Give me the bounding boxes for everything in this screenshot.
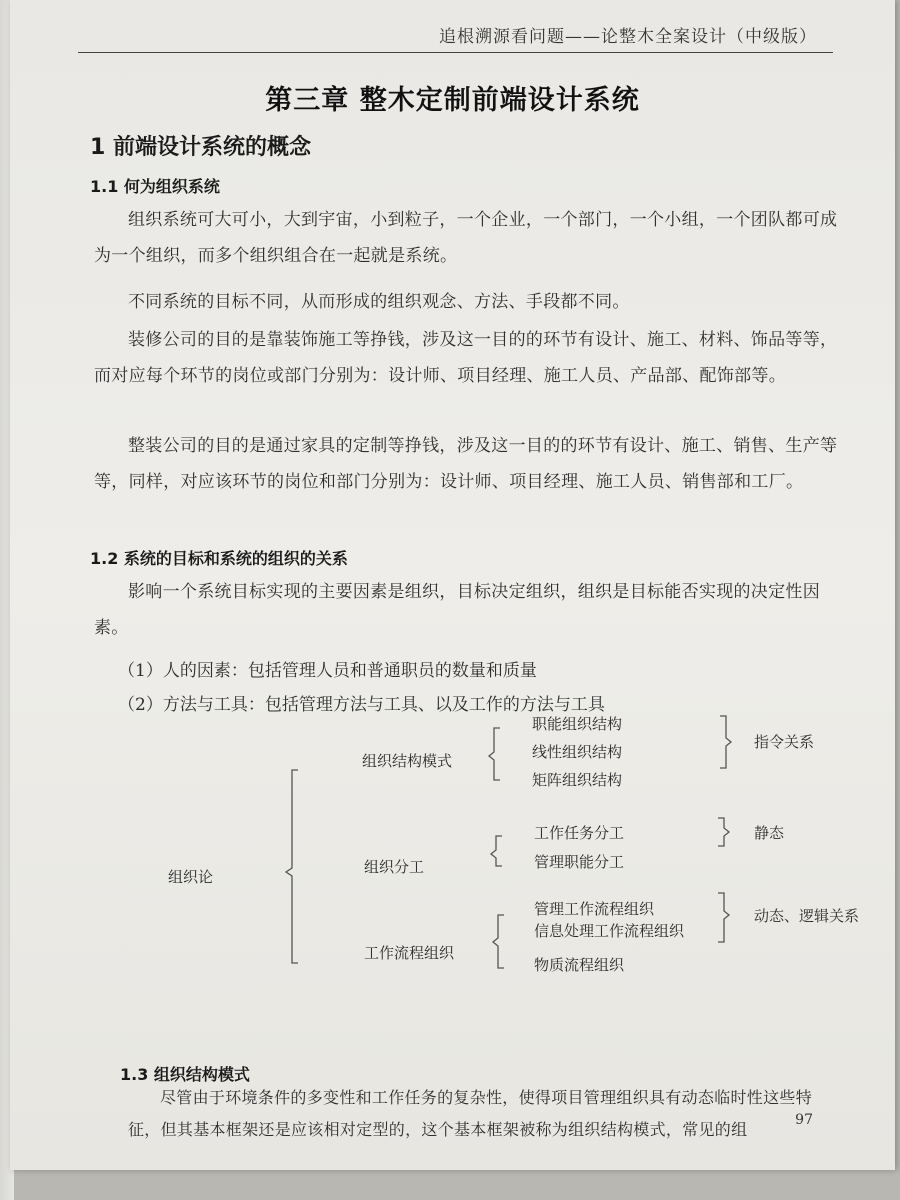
diagram-root: 组织论 <box>168 868 214 886</box>
diagram-relation: 动态、逻辑关系 <box>754 907 860 925</box>
group-3-brace <box>493 915 504 968</box>
diagram-leaf: 职能组织结构 <box>532 715 623 733</box>
diagram-leaf: 管理职能分工 <box>534 853 625 871</box>
root-brace <box>286 770 298 963</box>
running-header: 追根溯源看问题——论整木全案设计（中级版） <box>439 27 817 47</box>
section-1-2-heading: 1.2 系统的目标和系统的组织的关系 <box>90 549 348 568</box>
diagram-group-label: 工作流程组织 <box>364 944 455 962</box>
page-number: 97 <box>795 1112 813 1128</box>
diagram-leaf: 工作任务分工 <box>534 824 625 842</box>
paragraph-org-structure-mode: 尽管由于环境条件的多变性和工作任务的复杂性，使得项目管理组织具有动态临时性这些特征，但其基本框架还是应该相对定型的，这个基本框架被称为组织结构模式，常见的组 <box>128 1088 813 1139</box>
diagram-braces <box>10 0 895 1170</box>
paragraph-decoration-company: 装修公司的目的是靠装饰施工等挣钱，涉及这一目的的环节有设计、施工、材料、饰品等等，而对应每个环节的岗位或部门分别为：设计师、项目经理、施工人员、产品部、配饰部等。 <box>94 330 838 386</box>
diagram-leaf: 管理工作流程组织 <box>534 900 655 918</box>
book-page <box>10 0 895 1170</box>
group-3-relation-brace <box>718 893 729 942</box>
section-1-3-heading: 1.3 组织结构模式 <box>120 1065 250 1084</box>
section-1-1-heading: 1.1 何为组织系统 <box>90 177 220 196</box>
group-1-brace <box>489 728 500 780</box>
diagram-relation: 静态 <box>754 824 785 842</box>
paragraph-system-goal-relation: 影响一个系统目标实现的主要因素是组织，目标决定组织，组织是目标能否实现的决定性因素。 <box>94 582 820 638</box>
diagram-leaf: 物质流程组织 <box>534 956 625 974</box>
group-2-relation-brace <box>718 818 729 846</box>
paragraph-different-goals: 不同系统的目标不同，从而形成的组织观念、方法、手段都不同。 <box>128 292 630 312</box>
diagram-leaf: 矩阵组织结构 <box>532 771 623 789</box>
diagram-relation: 指令关系 <box>754 733 815 751</box>
list-item-human-factor: （1）人的因素：包括管理人员和普通职员的数量和质量 <box>118 661 537 681</box>
diagram-group-label: 组织分工 <box>364 858 425 876</box>
group-2-brace <box>491 836 502 866</box>
paragraph-full-decoration-company: 整装公司的目的是通过家具的定制等挣钱，涉及这一目的的环节有设计、施工、销售、生产等等，同样，对应该环节的岗位和部门分别为：设计师、项目经理、施工人员、销售部和工厂。 <box>94 436 838 492</box>
section-1-heading: 1 前端设计系统的概念 <box>90 135 311 160</box>
chapter-title: 第三章 整木定制前端设计系统 <box>265 85 640 116</box>
paragraph-organization-system: 组织系统可大可小，大到宇宙，小到粒子，一个企业，一个部门，一个小组，一个团队都可成为一个组织，而多个组织组合在一起就是系统。 <box>94 210 838 266</box>
list-item-methods-tools: （2）方法与工具：包括管理方法与工具、以及工作的方法与工具 <box>118 695 605 715</box>
group-1-relation-brace <box>720 716 731 768</box>
diagram-leaf: 信息处理工作流程组织 <box>534 922 685 940</box>
diagram-group-label: 组织结构模式 <box>362 752 453 770</box>
diagram-leaf: 线性组织结构 <box>532 743 623 761</box>
